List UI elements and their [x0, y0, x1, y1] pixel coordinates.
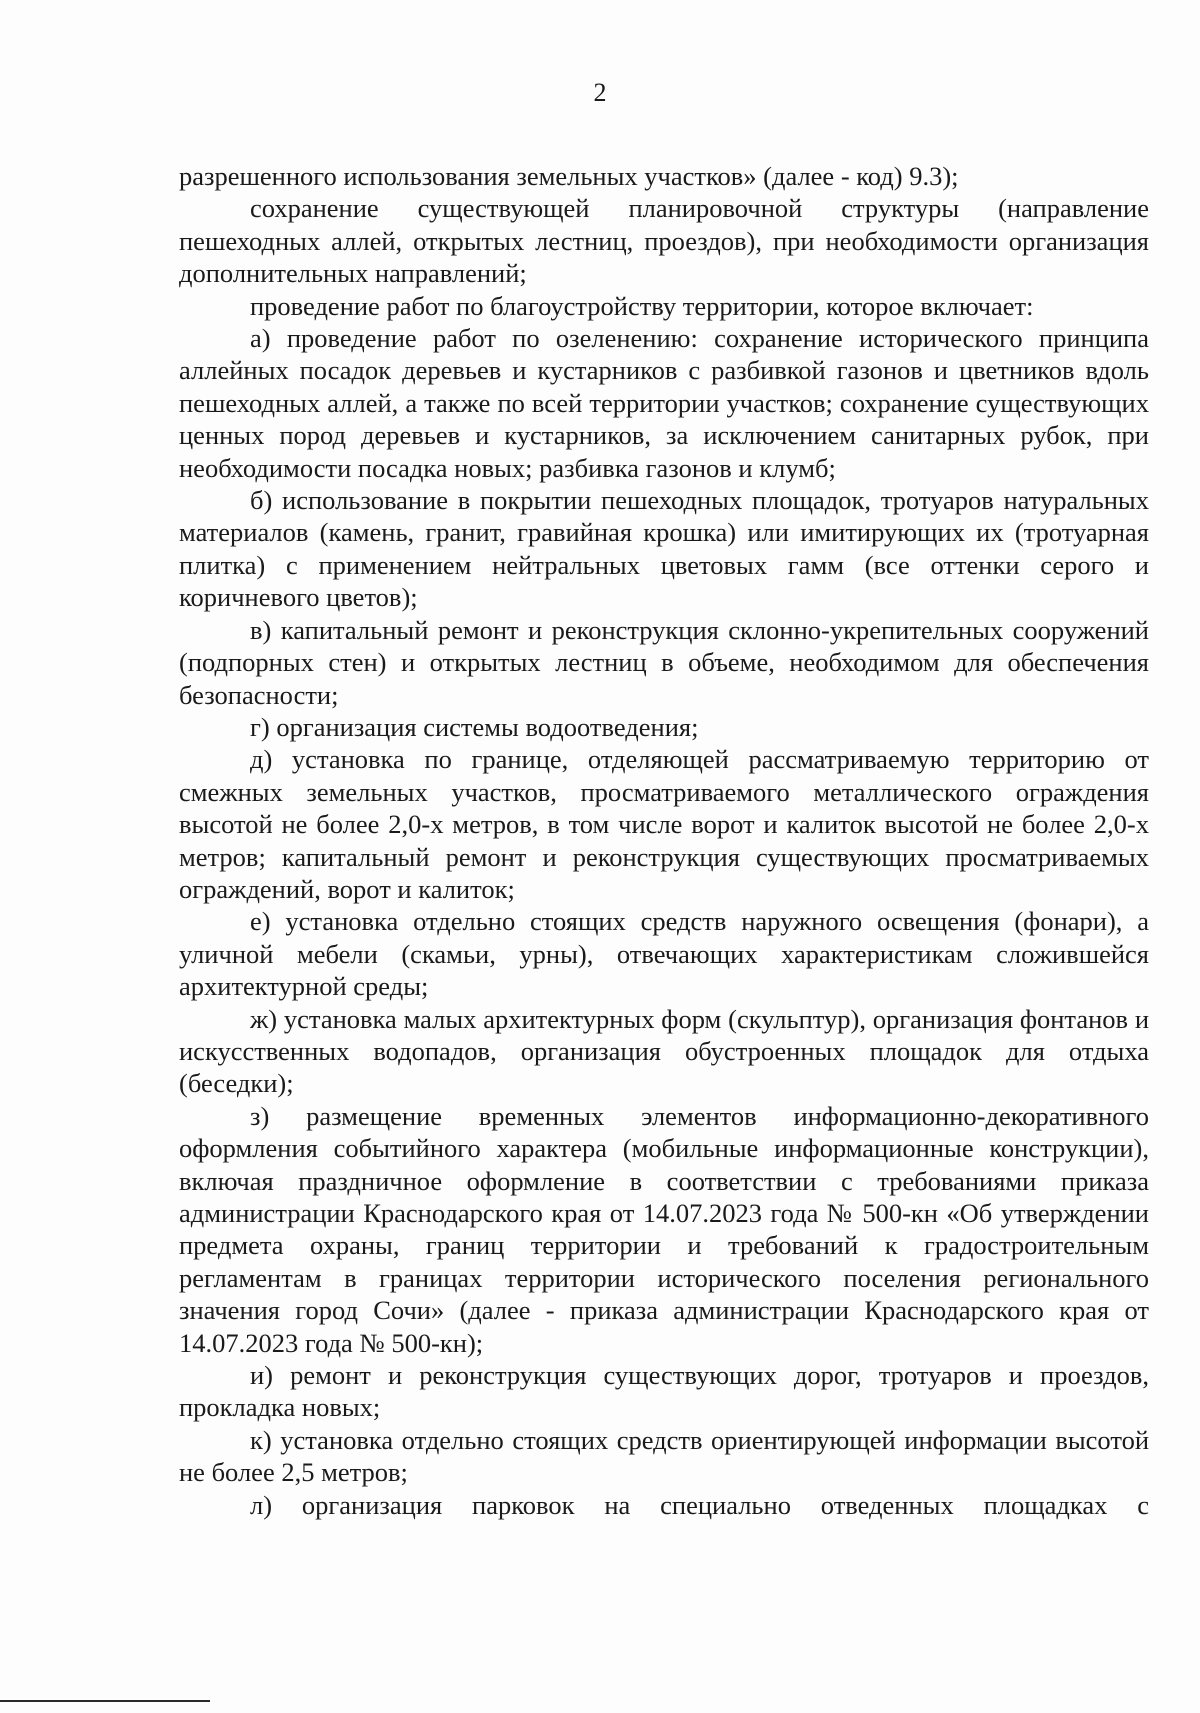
paragraph: д) установка по границе, отделяющей рассматриваемую территорию от смежных земельных участков, просматриваемого металлического ограждения высотой не более 2,0-х метров, в том числе ворот и калиток высотой не более 2,0-х метров; капитальный ремонт и реконструкция существующих просматриваемых ограждений, ворот и калиток; [179, 744, 1149, 904]
page-number: 2 [593, 78, 607, 107]
document-body [179, 160, 1149, 1521]
paragraph: разрешенного использования земельных участков» (далее - код) 9.3); [179, 161, 959, 191]
paragraph: з) размещение временных элементов информационно-декоративного оформления событийного характера (мобильные информационные конструкции), включая праздничное оформление в соответствии с требованиями приказа администрации Краснодарского края от 14.07.2023 года № 500-кн «Об утверждении предмета охраны, границ территории и требований к градостроительным регламентам в границах территории исторического поселения регионального значения город Сочи» (далее - приказа администрации Краснодарского края от 14.07.2023 года № 500-кн); [179, 1100, 1149, 1358]
paragraph: е) установка отдельно стоящих средств наружного освещения (фонари), а уличной мебели (скамьи, урны), отвечающих характеристикам сложившейся архитектурной среды; [179, 906, 1149, 1002]
paragraph: сохранение существующей планировочной структуры (направление пешеходных аллей, открытых лестниц, проездов), при необходимости организация дополнительных направлений; [179, 193, 1149, 289]
paragraph: а) проведение работ по озеленению: сохранение исторического принципа аллейных посадок деревьев и кустарников с разбивкой газонов и цветников вдоль пешеходных аллей, а также по всей территории участков; сохранение существующих ценных пород деревьев и кустарников, за исключением санитарных рубок, при необходимости посадка новых; разбивка газонов и клумб; [179, 323, 1149, 483]
paragraph: к) установка отдельно стоящих средств ориентирующей информации высотой не более 2,5 метров; [179, 1424, 1149, 1488]
paragraph: проведение работ по благоустройству территории, которое включает: [250, 290, 1034, 321]
paragraph: и) ремонт и реконструкция существующих дорог, тротуаров и проездов, прокладка новых; [179, 1360, 1149, 1423]
paragraph: л) организация парковок на специально отведенных площадках с [250, 1489, 1149, 1520]
paragraph: в) капитальный ремонт и реконструкция склонно-укрепительных сооружений (подпорных стен) и открытых лестниц в объеме, необходимом для обеспечения безопасности; [179, 614, 1149, 710]
footer-rule [0, 1700, 210, 1702]
paragraph: г) организация системы водоотведения; [250, 711, 699, 742]
paragraph: б) использование в покрытии пешеходных площадок, тротуаров натуральных материалов (камень, гранит, гравийная крошка) или имитирующих их (тротуарная плитка) с применением нейтральных цветовых гамм (все оттенки серого и коричневого цветов); [179, 485, 1149, 613]
paragraph: ж) установка малых архитектурных форм (скульптур), организация фонтанов и искусственных водопадов, организация обустроенных площадок для отдыха (беседки); [179, 1003, 1149, 1099]
